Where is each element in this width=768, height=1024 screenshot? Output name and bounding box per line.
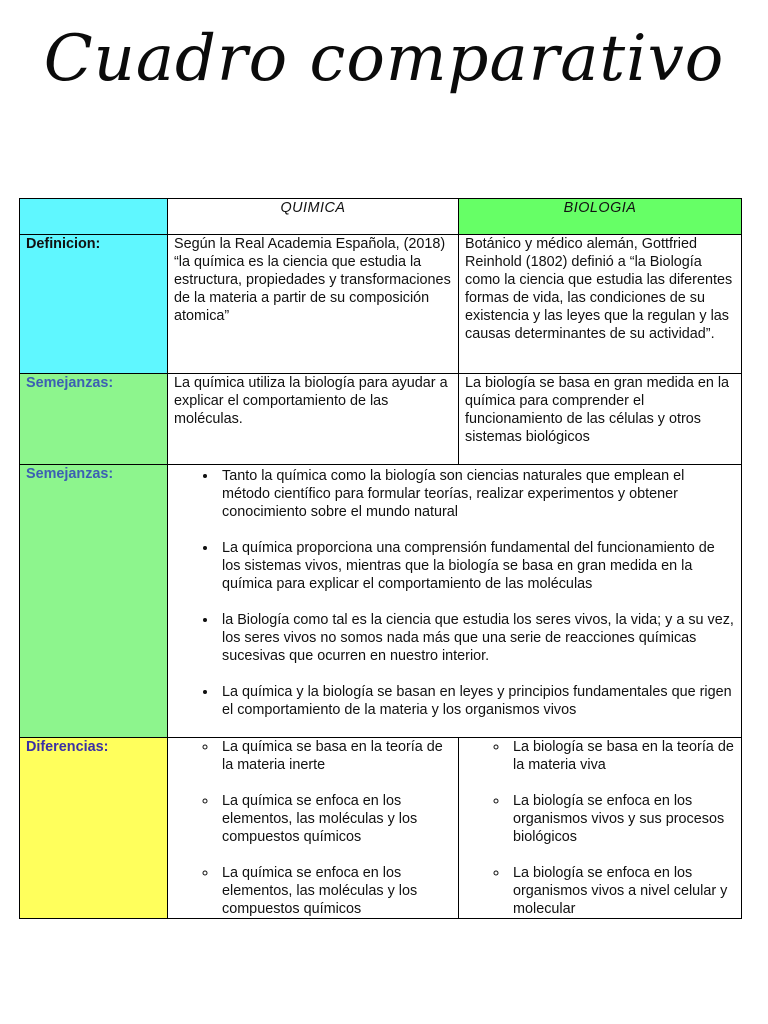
diferencias-quimica-list	[174, 738, 452, 918]
row-diferencias	[20, 738, 742, 919]
semejanzas-bullet-list	[174, 467, 735, 719]
label-semejanzas-2: Semejanzas:	[20, 465, 168, 738]
header-empty-cell	[20, 199, 168, 235]
list-item: • Tanto la química como la biología son ciencias naturales que emplean el método científico para formular teorías, realizar experimentos y obtener conocimiento sobre el mundo natural	[218, 467, 735, 521]
list-item: ◦ La biología se basa en la teoría de la materia viva	[509, 738, 735, 774]
list-item: ◦ La biología se enfoca en los organismos vivos y sus procesos biológicos	[509, 792, 735, 846]
comparison-table	[19, 198, 742, 919]
cell-definicion-biologia: Botánico y médico alemán, Gottfried Reinhold (1802) definió a “la Biología como la ciencia que estudia las diferentes formas de vida, las condiciones de su existencia y las leyes que la regulan y las causas determinantes de su actividad”.	[459, 235, 742, 374]
header-biologia: BIOLOGIA	[459, 199, 742, 235]
list-item: ◦ La biología se enfoca en los organismos vivos a nivel celular y molecular	[509, 864, 735, 918]
cell-semejanzas-list	[168, 465, 742, 738]
cell-diferencias-biologia	[459, 738, 742, 919]
cell-definicion-quimica: Según la Real Academia Española, (2018) “la química es la ciencia que estudia la estructura, propiedades y transformaciones de la materia a partir de su composición atomica”	[168, 235, 459, 374]
label-definicion: Definicion:	[20, 235, 168, 374]
row-semejanzas-1	[20, 374, 742, 465]
table-header-row	[20, 199, 742, 235]
list-item: ◦ La química se basa en la teoría de la materia inerte	[218, 738, 452, 774]
cell-semejanzas-biologia: La biología se basa en gran medida en la química para comprender el funcionamiento de las células y otros sistemas biológicos	[459, 374, 742, 465]
list-item: • la Biología como tal es la ciencia que estudia los seres vivos, la vida; y a su vez, los seres vivos no somos nada más que una serie de reacciones químicas sucesivas que ocurren en nuestro interior.	[218, 611, 735, 665]
label-semejanzas-1: Semejanzas:	[20, 374, 168, 465]
list-item: ◦ La química se enfoca en los elementos, las moléculas y los compuestos químicos	[218, 864, 452, 918]
cell-semejanzas-quimica: La química utiliza la biología para ayudar a explicar el comportamiento de las moléculas.	[168, 374, 459, 465]
header-quimica: QUIMICA	[168, 199, 459, 235]
label-diferencias: Diferencias:	[20, 738, 168, 919]
diferencias-biologia-list	[465, 738, 735, 918]
row-definicion	[20, 235, 742, 374]
list-item: • La química y la biología se basan en leyes y principios fundamentales que rigen el comportamiento de la materia y los organismos vivos	[218, 683, 735, 719]
list-item: ◦ La química se enfoca en los elementos, las moléculas y los compuestos químicos	[218, 792, 452, 846]
list-item: • La química proporciona una comprensión fundamental del funcionamiento de los sistemas vivos, mientras que la biología se basa en gran medida en la química para explicar el comportamiento de las moléculas	[218, 539, 735, 593]
row-semejanzas-2	[20, 465, 742, 738]
page-title: Cuadro comparativo	[43, 22, 725, 96]
cell-diferencias-quimica	[168, 738, 459, 919]
